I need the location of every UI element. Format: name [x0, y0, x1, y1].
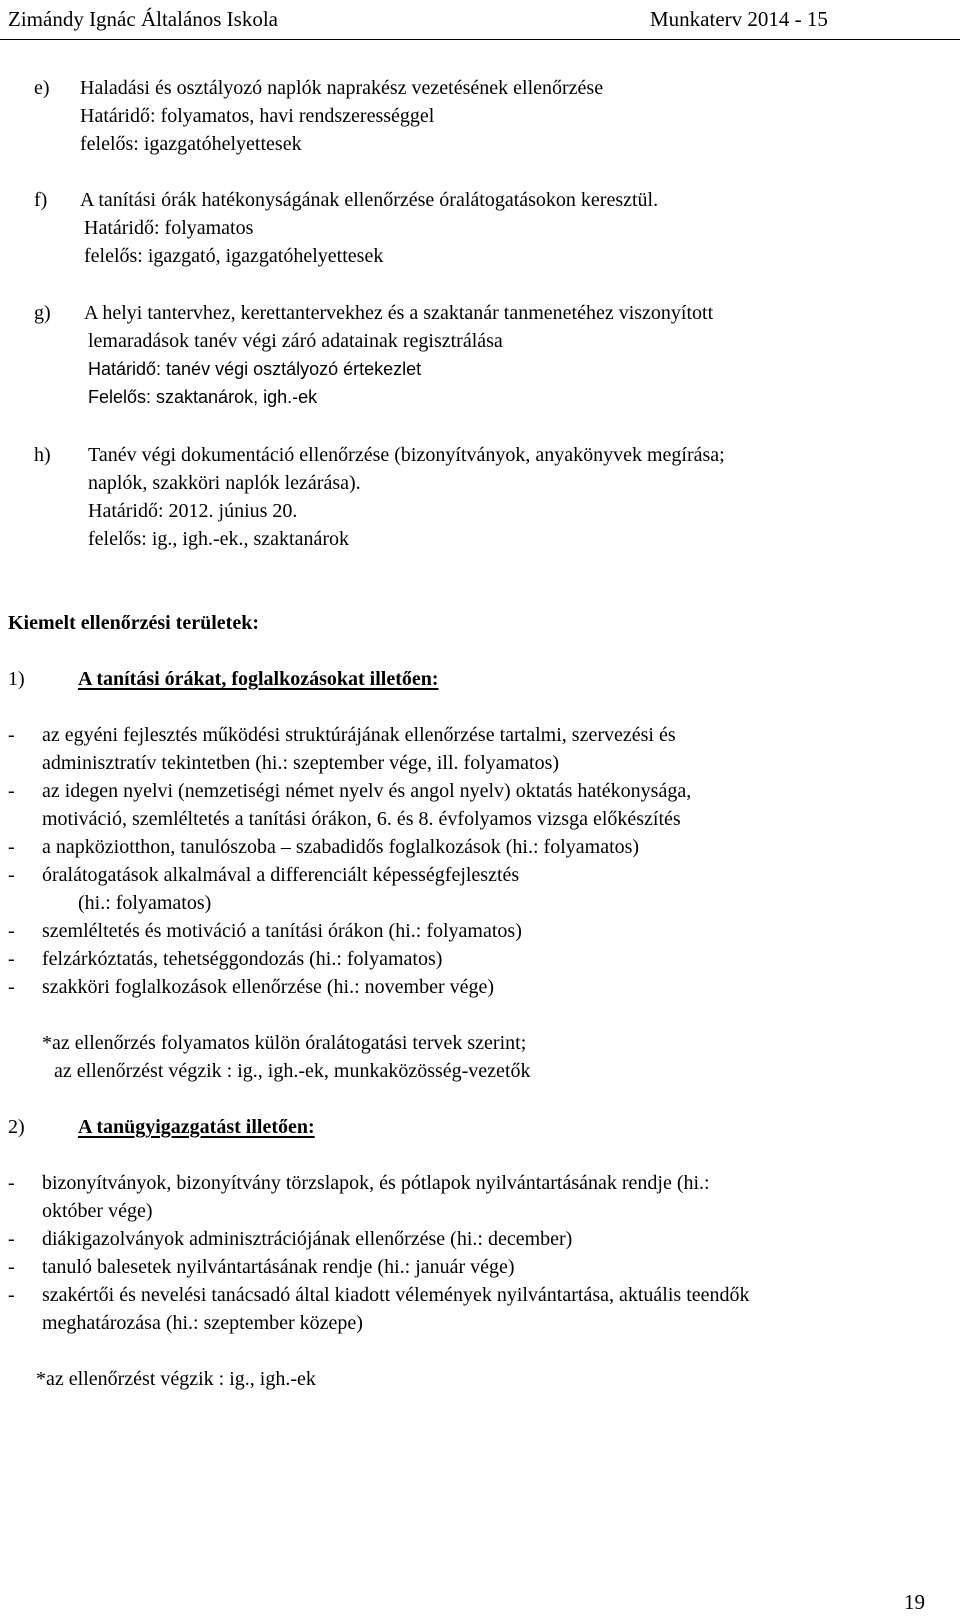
item-g-line1: A helyi tantervhez, kerettantervekhez és a szaktanár tanmenetéhez viszonyított	[84, 302, 714, 324]
section1-bullet-text: motiváció, szemléltetés a tanítási órákon, 6. és 8. évfolyamos vizsga előkészítés	[42, 808, 681, 830]
section1-bullet-text: (hi.: folyamatos)	[78, 892, 212, 914]
section1-bullet-dash: -	[8, 920, 15, 942]
item-h-line1: Tanév végi dokumentáció ellenőrzése (bizonyítványok, anyakönyvek megírása;	[88, 444, 725, 466]
section1-bullet-text: az idegen nyelvi (nemzetiségi német nyelv és angol nyelv) oktatás hatékonysága,	[42, 780, 692, 802]
section2-bullet-text: szakértői és nevelési tanácsadó által kiadott vélemények nyilvántartása, aktuális teendők	[42, 1284, 750, 1306]
section1-bullet-text: az egyéni fejlesztés működési struktúrájának ellenőrzése tartalmi, szervezési és	[42, 724, 676, 746]
section1-bullet-text: szakköri foglalkozások ellenőrzése (hi.: november vége)	[42, 976, 495, 998]
header-plan: Munkaterv 2014 - 15	[650, 7, 828, 31]
section2-note: *az ellenőrzést végzik : ig., igh.-ek	[36, 1368, 316, 1390]
item-f-line1: A tanítási órák hatékonyságának ellenőrzése óralátogatásokon keresztül.	[80, 189, 659, 211]
item-e-line3: felelős: igazgatóhelyettesek	[80, 133, 302, 155]
section2-bullet-dash: -	[8, 1228, 15, 1250]
section2-number: 2)	[8, 1116, 25, 1138]
section2-bullet-dash: -	[8, 1284, 15, 1306]
item-e-line1: Haladási és osztályozó naplók naprakész vezetésének ellenőrzése	[80, 77, 604, 99]
section2-bullet-text: meghatározása (hi.: szeptember közepe)	[42, 1312, 363, 1334]
item-g-line4: Felelős: szaktanárok, igh.-ek	[88, 387, 318, 407]
section1-bullet-text: adminisztratív tekintetben (hi.: szeptember vége, ill. folyamatos)	[42, 752, 560, 774]
section1-note: az ellenőrzést végzik : ig., igh.-ek, munkaközösség-vezetők	[54, 1060, 531, 1082]
section1-bullet-text: felzárkóztatás, tehetséggondozás (hi.: folyamatos)	[42, 948, 443, 970]
section2-title: A tanügyigazgatást illetően:	[78, 1116, 315, 1138]
section1-bullet-text: szemléltetés és motiváció a tanítási órákon (hi.: folyamatos)	[42, 920, 522, 942]
section1-bullet-dash: -	[8, 864, 15, 886]
kiemelt-title: Kiemelt ellenőrzési területek:	[8, 612, 259, 634]
section1-title: A tanítási órákat, foglalkozásokat illetően:	[78, 668, 439, 690]
header-school: Zimándy Ignác Általános Iskola	[8, 7, 279, 31]
section1-bullet-text: a napköziotthon, tanulószoba – szabadidős foglalkozások (hi.: folyamatos)	[42, 836, 640, 858]
item-h-line2: naplók, szakköri naplók lezárása).	[88, 472, 361, 494]
section1-note: *az ellenőrzés folyamatos külön óralátogatási tervek szerint;	[42, 1032, 527, 1054]
section2-bullet-dash: -	[8, 1172, 15, 1194]
section2-bullet-text: bizonyítványok, bizonyítvány törzslapok, és pótlapok nyilvántartásának rendje (hi.:	[42, 1172, 710, 1194]
section1-bullet-dash: -	[8, 976, 15, 998]
item-e-line2: Határidő: folyamatos, havi rendszerességgel	[80, 105, 435, 127]
item-h-marker: h)	[34, 444, 51, 466]
section2-bullet-text: tanuló balesetek nyilvántartásának rendje (hi.: január vége)	[42, 1256, 515, 1278]
section1-number: 1)	[8, 668, 25, 690]
section1-bullet-text: óralátogatások alkalmával a differenciált képességfejlesztés	[42, 864, 520, 886]
item-h-line3: Határidő: 2012. június 20.	[88, 500, 298, 522]
section1-bullet-dash: -	[8, 724, 15, 746]
item-e-marker: e)	[34, 77, 50, 99]
section1-bullet-dash: -	[8, 836, 15, 858]
section2-bullet-text: diákigazolványok adminisztrációjának ellenőrzése (hi.: december)	[42, 1228, 573, 1250]
section1-bullet-dash: -	[8, 948, 15, 970]
header-rule	[0, 39, 960, 40]
item-g-line2: lemaradások tanév végi záró adatainak regisztrálása	[88, 330, 503, 352]
item-f-marker: f)	[34, 189, 48, 211]
page-number: 19	[904, 1590, 925, 1614]
item-f-line2: Határidő: folyamatos	[84, 217, 254, 239]
item-h-line4: felelős: ig., igh.-ek., szaktanárok	[88, 528, 350, 550]
section1-bullet-dash: -	[8, 780, 15, 802]
item-g-line3: Határidő: tanév végi osztályozó értekezlet	[88, 359, 422, 379]
section2-bullet-text: október vége)	[42, 1200, 153, 1222]
item-g-marker: g)	[34, 302, 51, 324]
item-f-line3: felelős: igazgató, igazgatóhelyettesek	[84, 245, 384, 267]
section2-bullet-dash: -	[8, 1256, 15, 1278]
